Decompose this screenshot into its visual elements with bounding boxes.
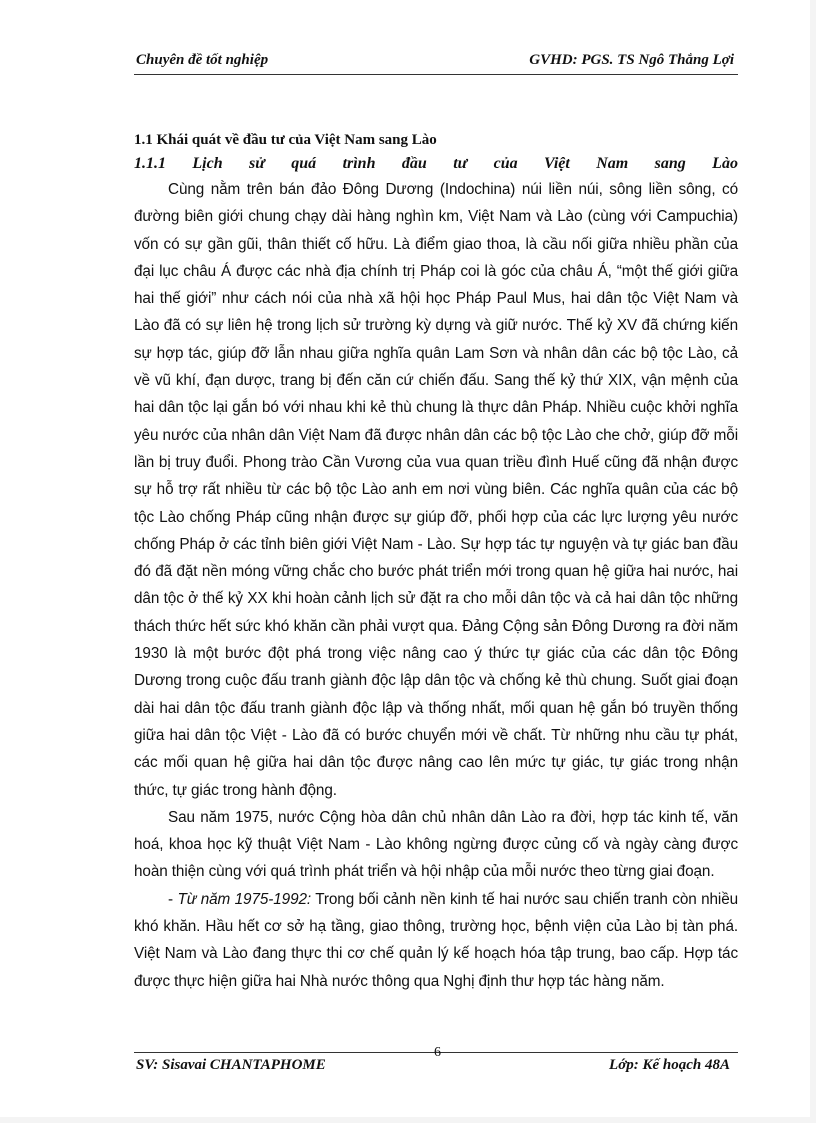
- subsection-word: quá: [291, 155, 317, 172]
- subsection-word: sang: [654, 155, 686, 172]
- period-text: Trong bối cảnh nền kinh tế hai nước sau chiến tranh còn nhiều khó khăn. Hầu hết cơ sở hạ tầng, giao thông, trường học, bệnh viện của Lào bị tàn phá. Việt Nam và Lào đang thực thi cơ chế quản lý kế hoạch hóa tập trung, bao cấp. Hợp tác được thực hiện giữa hai Nhà nước thông qua Nghị định thư hợp tác hàng năm.: [134, 890, 739, 990]
- list-dash: -: [168, 890, 178, 908]
- header-title: Chuyên đề tốt nghiệp: [136, 52, 269, 68]
- page-header: [134, 48, 738, 75]
- header-advisor: GVHD: PGS. TS Ngô Thắng Lợi: [529, 52, 734, 68]
- subsection-word: của: [493, 155, 518, 172]
- subsection-word: Nam: [596, 155, 629, 172]
- footer-class: Lớp: Kế hoạch 48A: [609, 1057, 730, 1073]
- subsection-word: Lào: [712, 155, 738, 172]
- section-heading: 1.1 Khái quát về đầu tư của Việt Nam sang Lào: [134, 132, 437, 148]
- page-footer: [134, 1045, 738, 1077]
- subsection-word: 1.1.1: [134, 155, 166, 172]
- paragraph-history: Cùng nằm trên bán đảo Đông Dương (Indochina) núi liền núi, sông liền sông, có đường biên giới chung chạy dài hàng nghìn km, Việt Nam và Lào (cùng với Campuchia) vốn có sự gần gũi, thân thiết cố hữu. Là điểm giao thoa, là cầu nối giữa nhiều phần của đại lục châu Á được các nhà địa chính trị Pháp coi là góc của châu Á, “một thế giới giữa hai thế giới” như cách nói của nhà xã hội học Pháp Paul Mus, hai dân tộc Việt Nam và Lào đã có sự liên hệ trong lịch sử trường kỳ dựng và giữ nước. Thế kỷ XV đã chứng kiến sự hợp tác, giúp đỡ lẫn nhau giữa nghĩa quân Lam Sơn và nhân dân các bộ tộc Lào, cả về vũ khí, đạn dược, trang bị đến căn cứ chiến đấu. Sang thế kỷ thứ XIX, vận mệnh của hai dân tộc lại gắn bó với nhau khi kẻ thù chung là thực dân Pháp. Nhiều cuộc khởi nghĩa yêu nước của nhân dân Việt Nam đã được nhân dân các bộ tộc Lào che chở, giúp đỡ mỗi lần bị truy đuổi. Phong trào Cần Vương của vua quan triều đình Huế cũng đã nhận được sự hỗ trợ rất nhiều từ các bộ tộc Lào anh em nơi vùng biên. Các nghĩa quân của các bộ tộc Lào chống Pháp cũng nhận được sự giúp đỡ, phối hợp của các lực lượng yêu nước chống Pháp ở các tỉnh biên giới Việt Nam - Lào. Sự hợp tác tự nguyện và tự giác ban đầu đó đã đặt nền móng vững chắc cho bước phát triển mới trong quan hệ giữa hai nước, hai dân tộc ở thế kỷ XX khi hoàn cảnh lịch sử đặt ra cho mỗi dân tộc và cả hai dân tộc những thách thức hết sức khó khăn cần phải vượt qua. Đảng Cộng sản Đông Dương ra đời năm 1930 là một bước đột phá trong việc nâng cao ý thức tự giác của các dân tộc Đông Dương trong cuộc đấu tranh giành độc lập dân tộc và chống kẻ thù chung. Suốt giai đoạn dài hai dân tộc đấu tranh giành độc lập và thống nhất, mối quan hệ gắn bó truyền thống giữa hai dân tộc Việt - Lào đã có bước chuyển mới về chất. Từ những nhu cầu tự phát, các mối quan hệ giữa hai dân tộc được nâng cao lên mức tự giác, tự giác trong nhận thức, tự giác trong hành động.: [134, 181, 738, 799]
- page-content: [134, 128, 738, 995]
- subsection-word: đầu: [401, 155, 427, 172]
- paragraph-1975-1992: [134, 886, 738, 995]
- subsection-word: sử: [249, 155, 265, 172]
- subsection-word: trình: [342, 155, 376, 172]
- period-label: Từ năm 1975-1992:: [177, 890, 312, 908]
- subsection-word: Việt: [544, 155, 570, 172]
- subsection-word: Lịch: [192, 155, 223, 172]
- page-number: 6: [434, 1045, 441, 1060]
- subsection-heading: [134, 152, 738, 176]
- paragraph-after-1975: Sau năm 1975, nước Cộng hòa dân chủ nhân dân Lào ra đời, hợp tác kinh tế, văn hoá, khoa học kỹ thuật Việt Nam - Lào không ngừng được củng cố và ngày càng được hoàn thiện cùng với quá trình phát triển và hội nhập của mỗi nước theo từng giai đoạn.: [134, 808, 738, 881]
- footer-student: SV: Sisavai CHANTAPHOME: [136, 1057, 326, 1073]
- subsection-word: tư: [453, 155, 468, 172]
